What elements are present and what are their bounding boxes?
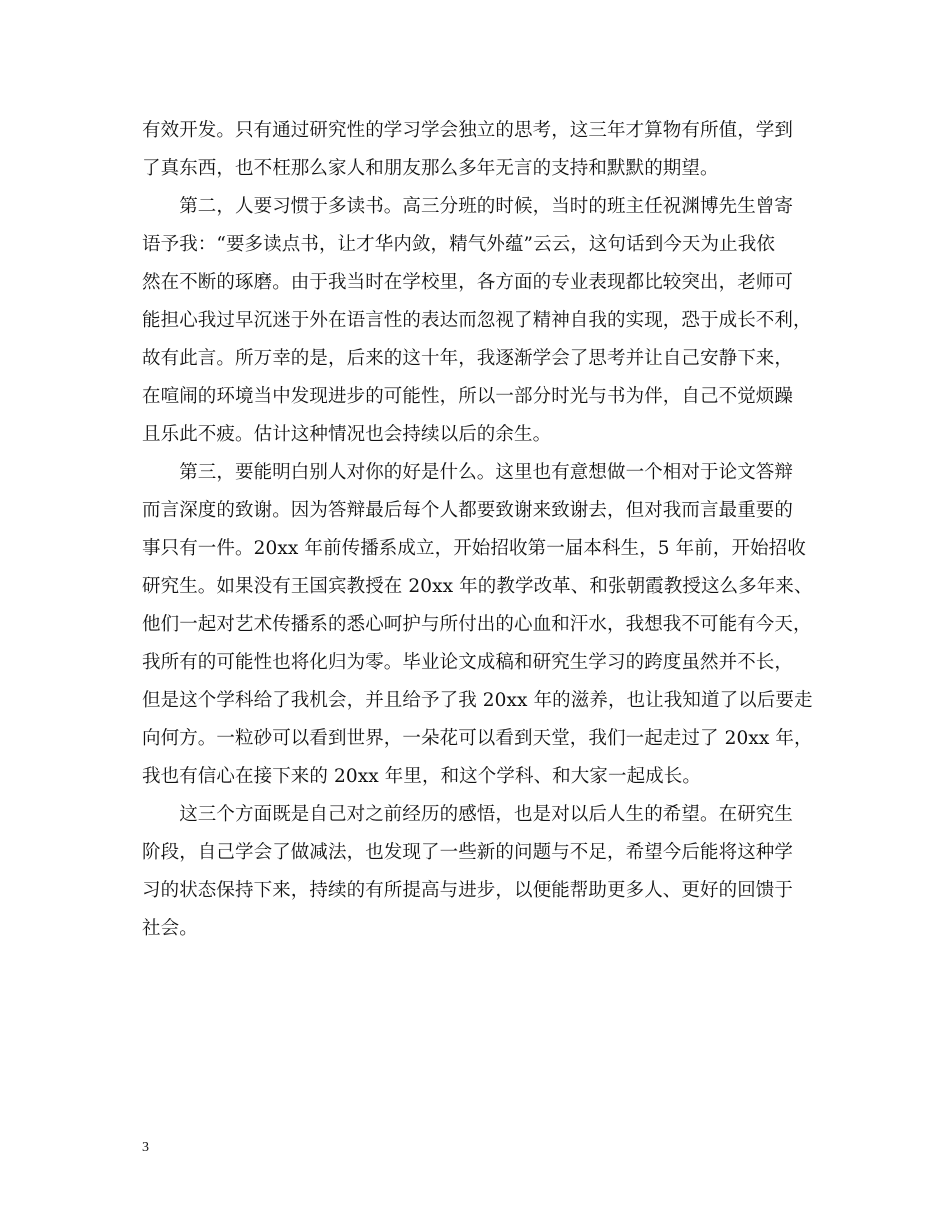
text-line: 能担心我过早沉迷于外在语言性的表达而忽视了精神自我的实现，恐于成长不利， [142, 310, 812, 331]
text-line: 这三个方面既是自己对之前经历的感悟，也是对以后人生的希望。在研究生 [142, 804, 794, 825]
text-line: 语予我：“要多读点书，让才华内敛，精气外蕴”云云，这句话到今天为止我依 [142, 234, 775, 255]
text-line: 在喧闹的环境当中发现进步的可能性，所以一部分时光与书为伴，自己不觉烦躁 [142, 386, 794, 407]
body-text [142, 112, 822, 948]
text-line: 但是这个学科给了我机会，并且给予了我 20xx 年的滋养，也让我知道了以后要走 [142, 690, 813, 711]
text-line: 习的状态保持下来，持续的有所提高与进步，以便能帮助更多人、更好的回馈于 [142, 880, 794, 901]
text-line: 然在不断的琢磨。由于我当时在学校里，各方面的专业表现都比较突出，老师可 [142, 272, 794, 293]
text-line: 有效开发。只有通过研究性的学习学会独立的思考，这三年才算物有所值，学到 [142, 120, 794, 141]
text-line: 了真东西，也不枉那么家人和朋友那么多年无言的支持和默默的期望。 [142, 158, 719, 179]
text-line: 阶段，自己学会了做减法，也发现了一些新的问题与不足，希望今后能将这种学 [142, 842, 794, 863]
text-line: 而言深度的致谢。因为答辩最后每个人都要致谢来致谢去，但对我而言最重要的 [142, 500, 794, 521]
text-line: 故有此言。所万幸的是，后来的这十年，我逐渐学会了思考并让自己安静下来， [142, 348, 794, 369]
text-line: 研究生。如果没有王国宾教授在 20xx 年的教学改革、和张朝霞教授这么多年来、 [142, 576, 813, 597]
text-line: 事只有一件。20xx 年前传播系成立，开始招收第一届本科生，5 年前，开始招收 [142, 538, 806, 559]
text-line: 我所有的可能性也将化归为零。毕业论文成稿和研究生学习的跨度虽然并不长， [142, 652, 794, 673]
text-line: 我也有信心在接下来的 20xx 年里，和这个学科、和大家一起成长。 [142, 766, 701, 787]
text-line: 且乐此不疲。估计这种情况也会持续以后的余生。 [142, 424, 552, 445]
text-line: 社会。 [142, 918, 198, 939]
page-number: 3 [142, 1140, 149, 1155]
text-line: 第三，要能明白别人对你的好是什么。这里也有意想做一个相对于论文答辩 [142, 462, 794, 483]
text-line: 他们一起对艺术传播系的悉心呵护与所付出的心血和汗水，我想我不可能有今天， [142, 614, 812, 635]
text-line: 向何方。一粒砂可以看到世界，一朵花可以看到天堂，我们一起走过了 20xx 年， [142, 728, 813, 749]
text-line: 第二，人要习惯于多读书。高三分班的时候，当时的班主任祝渊博先生曾寄 [142, 196, 794, 217]
